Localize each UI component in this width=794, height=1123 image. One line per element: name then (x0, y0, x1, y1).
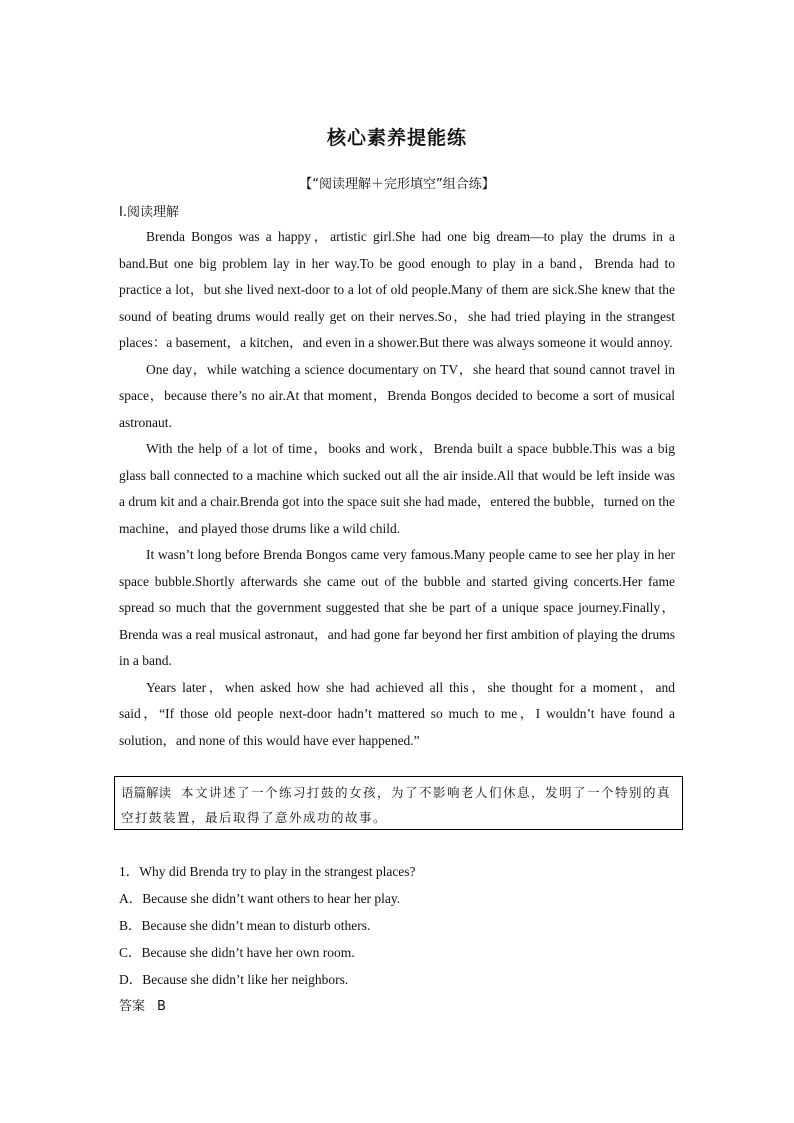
passage-analysis-box (114, 776, 683, 830)
question-stem: 1．Why did Brenda try to play in the strangest places? (119, 864, 416, 879)
answer-label: 答案 (119, 999, 146, 1014)
section-heading: Ⅰ.阅读理解 (119, 205, 179, 220)
passage-paragraph: With the help of a lot of time，books and work，Brenda built a space bubble.This was a big glass ball connected to a machine which sucked out all the air inside.All that would be left inside was a drum kit and a chair.Brenda got into the space suit she had made，entered the bubble，turned on the machine，and played those drums like a wild child. (119, 441, 675, 536)
answer-value: B (157, 999, 166, 1014)
answer-line (119, 993, 679, 1020)
option-c: C．Because she didn’t have her own room. (119, 945, 355, 960)
analysis-label: 语篇解读 (121, 785, 172, 800)
option-d: D．Because she didn’t like her neighbors. (119, 972, 349, 987)
reading-passage (119, 224, 675, 754)
passage-paragraph: Brenda Bongos was a happy，artistic girl.She had one big dream—to play the drums in a band.But one big problem lay in her way.To be good enough to play in a band，Brenda had to practice a lot，but she lived next-door to a lot of old people.Many of them are sick.She knew that the sound of beating drums would really get on their nerves.So，she had tried playing in the strangest places：a basement，a kitchen，and even in a shower.But there was always someone it would annoy. (119, 229, 675, 350)
passage-paragraph: Years later，when asked how she had achieved all this，she thought for a moment，and said，“If those old people next-door hadn’t mattered so much to me，I wouldn’t have found a solution，and none of this would have ever happened.” (119, 679, 675, 748)
page-subtitle: 【“阅读理解＋完形填空”组合练】 (299, 177, 495, 192)
option-b: B．Because she didn’t mean to disturb others. (119, 918, 371, 933)
option-a: A．Because she didn’t want others to hear her play. (119, 891, 401, 906)
passage-paragraph: It wasn’t long before Brenda Bongos came very famous.Many people came to see her play in her space bubble.Shortly afterwards she came out of the bubble and started giving concerts.Her fame spread so much that the government suggested that she be part of a unique space journey.Finally，Brenda was a real musical astronaut，and had gone far beyond her first ambition of playing the drums in a band. (119, 547, 675, 668)
passage-paragraph: One day，while watching a science documentary on TV，she heard that sound cannot travel in space，because there’s no air.At that moment，Brenda Bongos decided to become a sort of musical astronaut. (119, 361, 675, 430)
analysis-text: 本文讲述了一个练习打鼓的女孩，为了不影响老人们休息，发明了一个特别的真空打鼓装置，最后取得了意外成功的故事。 (121, 785, 672, 825)
page-title: 核心素养提能练 (326, 127, 467, 149)
question-block (119, 858, 679, 1020)
